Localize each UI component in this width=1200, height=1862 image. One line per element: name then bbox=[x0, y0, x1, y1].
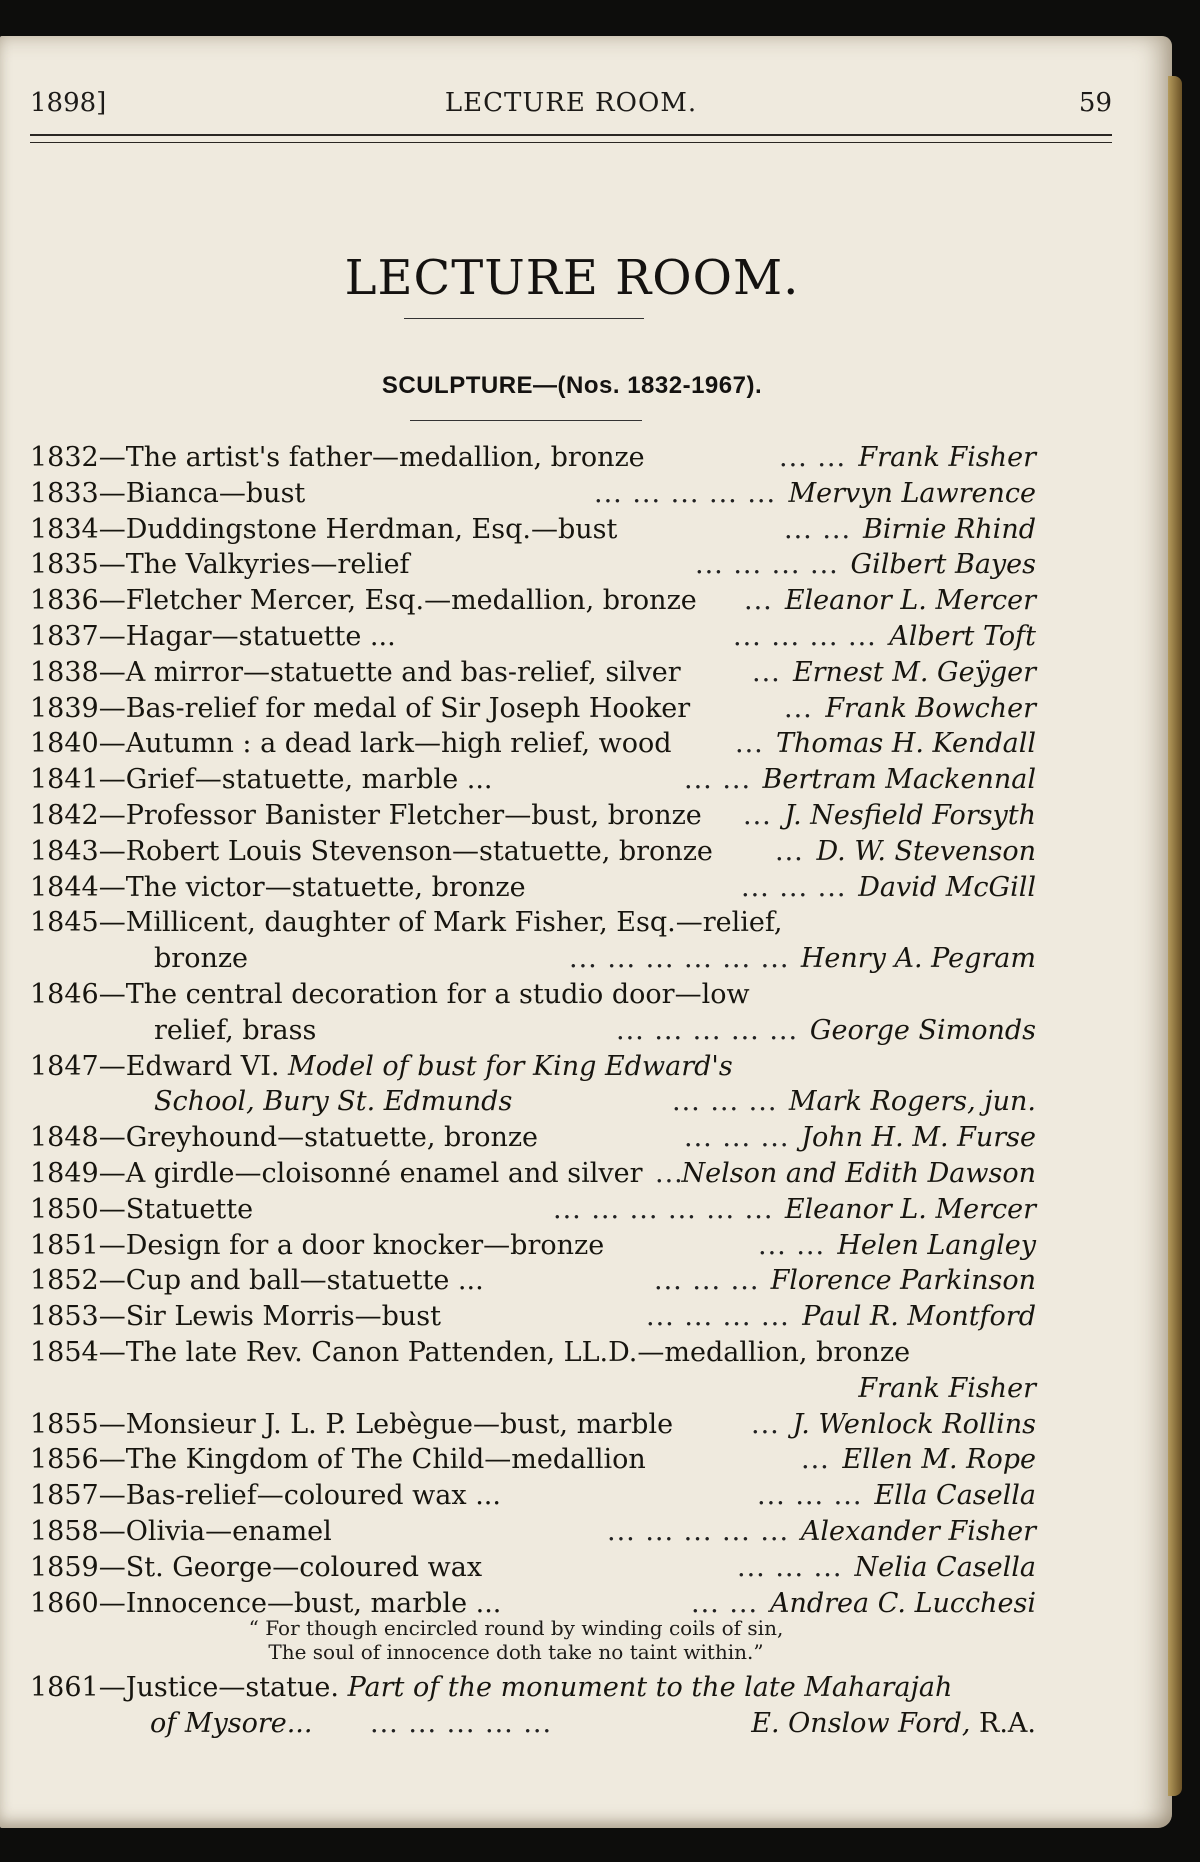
entry-number: 1853 bbox=[30, 1301, 99, 1333]
entry-description: —Olivia—enamel bbox=[98, 1515, 332, 1547]
leader-dots: ... ... bbox=[684, 764, 752, 796]
leader-dots: ... ... ... bbox=[737, 1551, 843, 1583]
running-header bbox=[30, 88, 1112, 128]
entry-number: 1832 bbox=[30, 442, 99, 473]
leader-dots: ... ... ... ... ... bbox=[616, 1014, 799, 1046]
entry-description: —Greyhound—statuette, bronze bbox=[98, 1122, 539, 1154]
artist-name: Albert Toft bbox=[889, 620, 1036, 652]
entry-continuation-line bbox=[30, 943, 1036, 979]
artist-name: Henry A. Pegram bbox=[800, 943, 1036, 975]
entry-number: 1843 bbox=[30, 835, 99, 867]
leader-dots: ... bbox=[744, 585, 773, 617]
catalogue-entry-1840 bbox=[30, 728, 1036, 764]
leader-dots: ... ... ... ... bbox=[695, 549, 839, 581]
artist-name: Birnie Rhind bbox=[863, 513, 1036, 545]
entry-number: 1849 bbox=[30, 1157, 99, 1189]
artist-name: E. Onslow Ford, R.A. bbox=[751, 1707, 1036, 1739]
section-subtitle: SCULPTURE—(Nos. 1832-1967). bbox=[381, 372, 763, 399]
entry-description: —The late Rev. Canon Pattenden, LL.D.—medallion, bronze bbox=[98, 1336, 911, 1368]
entry-description-italic: Part of the monument to the late Maharajah bbox=[347, 1672, 953, 1703]
entry-description: —Sir Lewis Morris—bust bbox=[98, 1301, 442, 1333]
artist-name: Alexander Fisher bbox=[800, 1515, 1036, 1547]
catalogue-entry-1832 bbox=[30, 442, 1036, 478]
leader-dots: ... ... ... ... ... ... bbox=[553, 1193, 774, 1225]
artist-name: Frank Fisher bbox=[858, 1372, 1036, 1404]
leader-dots: ... ... ... bbox=[757, 1480, 863, 1512]
entry-description: —Professor Banister Fletcher—bust, bronze bbox=[98, 799, 702, 831]
header-year: 1898] bbox=[30, 88, 107, 118]
entry-number: 1840 bbox=[30, 728, 99, 760]
artist-name: Helen Langley bbox=[837, 1229, 1036, 1261]
entry-continuation-line bbox=[30, 1015, 1036, 1051]
catalogue-entry-1844 bbox=[30, 872, 1036, 908]
quote-line-1: “ For though encircled round by winding coils of sin, bbox=[248, 1616, 784, 1640]
entry-number: 1837 bbox=[30, 620, 99, 652]
leader-dots: ... bbox=[801, 1444, 830, 1476]
leader-dots: ... bbox=[751, 1408, 780, 1440]
catalogue-entry-1838 bbox=[30, 657, 1036, 693]
artist-name: Thomas H. Kendall bbox=[776, 728, 1036, 760]
artist-name: Ella Casella bbox=[874, 1480, 1036, 1512]
entry-description: —Bas-relief—coloured wax ... bbox=[98, 1480, 501, 1512]
header-rule bbox=[30, 134, 1112, 143]
leader-dots: ... ... ... ... ... bbox=[594, 477, 777, 509]
catalogue-entry-1843 bbox=[30, 836, 1036, 872]
entry-continuation-line bbox=[30, 1373, 1036, 1409]
entry-description-italic: School, Bury St. Edmunds bbox=[154, 1086, 513, 1118]
page-number: 59 bbox=[1078, 88, 1112, 118]
catalogue-entry-1846 bbox=[30, 979, 1036, 1015]
title-rule bbox=[404, 318, 644, 319]
quote-line-2: The soul of innocence doth take no taint within.” bbox=[268, 1640, 764, 1664]
artist-name: J. Wenlock Rollins bbox=[792, 1408, 1036, 1440]
entry-number: 1835 bbox=[30, 549, 99, 581]
entry-number: 1844 bbox=[30, 871, 99, 903]
leader-dots: ... bbox=[655, 1157, 684, 1189]
leader-dots: ... ... ... bbox=[741, 871, 847, 903]
catalogue-entry-1837 bbox=[30, 621, 1036, 657]
entry-number: 1846 bbox=[30, 978, 99, 1010]
catalogue-entry-1853 bbox=[30, 1301, 1036, 1337]
entry-description-italic: Model of bust for King Edward's bbox=[288, 1050, 733, 1082]
artist-name: Bertram Mackennal bbox=[762, 764, 1036, 796]
catalogue-entry-1857 bbox=[30, 1480, 1036, 1516]
catalogue-entry-1839 bbox=[30, 693, 1036, 729]
entry-description: —Fletcher Mercer, Esq.—medallion, bronze bbox=[98, 585, 697, 617]
entry-number: 1833 bbox=[30, 477, 99, 509]
book-page bbox=[0, 36, 1172, 1828]
catalogue-entry-1835 bbox=[30, 549, 1036, 585]
leader-dots: ... ... bbox=[691, 1587, 759, 1619]
leader-dots: ... ... ... bbox=[672, 1086, 778, 1118]
artist-name: George Simonds bbox=[809, 1014, 1036, 1046]
catalogue-entry-1850 bbox=[30, 1194, 1036, 1230]
entry-number: 1859 bbox=[30, 1551, 99, 1583]
leader-dots: ... ... ... bbox=[684, 1122, 790, 1154]
entry-number: 1858 bbox=[30, 1515, 99, 1547]
entry-number: 1848 bbox=[30, 1122, 99, 1154]
entry-number: 1836 bbox=[30, 585, 99, 617]
leader-dots: ... ... bbox=[784, 513, 852, 545]
leader-dots: ... bbox=[784, 692, 813, 724]
entry-description: —Robert Louis Stevenson—statuette, bronze bbox=[98, 835, 713, 867]
artist-name: Ellen M. Rope bbox=[842, 1444, 1036, 1476]
leader-dots: ... ... ... bbox=[654, 1265, 760, 1297]
leader-dots: ... bbox=[775, 835, 804, 867]
artist-name: Mark Rogers, jun. bbox=[788, 1086, 1036, 1118]
catalogue-entry-1852 bbox=[30, 1265, 1036, 1301]
entry-number: 1838 bbox=[30, 656, 99, 688]
leader-dots: ... bbox=[735, 728, 764, 760]
artist-name: D. W. Stevenson bbox=[816, 835, 1036, 867]
entry-description: —Edward VI. bbox=[98, 1050, 280, 1082]
entry-number: 1854 bbox=[30, 1336, 99, 1368]
catalogue-entry-1861 bbox=[30, 1672, 1036, 1744]
leader-dots: ... ... bbox=[779, 442, 847, 473]
entry-number: 1850 bbox=[30, 1193, 99, 1225]
entry-description: —The victor—statuette, bronze bbox=[98, 871, 526, 903]
leader-dots: ... bbox=[743, 799, 772, 831]
entry-description: —Autumn : a dead lark—high relief, wood bbox=[98, 728, 672, 760]
entry-continuation-line bbox=[30, 1086, 1036, 1122]
entry-number: 1847 bbox=[30, 1050, 99, 1082]
entry-number: 1856 bbox=[30, 1444, 99, 1476]
entry-description: —Monsieur J. L. P. Lebègue—bust, marble bbox=[98, 1408, 674, 1440]
artist-name: Frank Bowcher bbox=[825, 692, 1036, 724]
artist-name: Eleanor L. Mercer bbox=[784, 585, 1036, 617]
entry-description: —Grief—statuette, marble ... bbox=[98, 764, 493, 796]
entry-number: 1857 bbox=[30, 1480, 99, 1512]
entry-description-italic: of Mysore... bbox=[150, 1707, 313, 1739]
catalogue-entry-1833 bbox=[30, 478, 1036, 514]
entry-description: —The central decoration for a studio door—low bbox=[98, 978, 750, 1010]
entry-description: —Design for a door knocker—bronze bbox=[98, 1229, 605, 1261]
leader-dots: ... ... ... ... bbox=[733, 620, 877, 652]
catalogue-entry-1851 bbox=[30, 1230, 1036, 1266]
entry-number: 1852 bbox=[30, 1265, 99, 1297]
leader-dots: ... ... ... ... ... bbox=[607, 1515, 790, 1547]
leader-dots: ... ... ... ... ... bbox=[370, 1707, 553, 1739]
catalogue-entries bbox=[30, 442, 1036, 1623]
catalogue-entry-1845 bbox=[30, 907, 1036, 943]
artist-name: Andrea C. Lucchesi bbox=[769, 1587, 1036, 1619]
catalogue-entry-1836 bbox=[30, 585, 1036, 621]
entry-number: 1839 bbox=[30, 692, 99, 724]
header-title: LECTURE ROOM. bbox=[444, 88, 698, 118]
entry-description: —The artist's father—medallion, bronze bbox=[98, 442, 645, 473]
artist-name: John H. M. Furse bbox=[801, 1122, 1036, 1154]
leader-dots: ... ... bbox=[758, 1229, 826, 1261]
entry-description: —Bas-relief for medal of Sir Joseph Hooker bbox=[98, 692, 691, 724]
entry-line bbox=[30, 1708, 1036, 1744]
subtitle-rule bbox=[410, 420, 642, 421]
artist-name: Frank Fisher bbox=[858, 442, 1036, 473]
catalogue-entry-1848 bbox=[30, 1122, 1036, 1158]
entry-description: —Bianca—bust bbox=[98, 477, 306, 509]
leader-dots: ... bbox=[752, 656, 781, 688]
artist-name: Nelson and Edith Dawson bbox=[681, 1157, 1036, 1189]
entry-number: 1834 bbox=[30, 513, 99, 545]
entry-number: 1855 bbox=[30, 1408, 99, 1440]
catalogue-entry-1854 bbox=[30, 1337, 1036, 1373]
entry-number: 1860 bbox=[30, 1587, 99, 1619]
entry-number: 1842 bbox=[30, 799, 99, 831]
artist-name: Florence Parkinson bbox=[770, 1265, 1036, 1297]
entry-description: —Duddingstone Herdman, Esq.—bust bbox=[98, 513, 618, 545]
entry-description: —Statuette bbox=[98, 1193, 254, 1225]
entry-line bbox=[30, 1672, 1036, 1708]
entry-description: relief, brass bbox=[154, 1014, 317, 1046]
entry-description: —St. George—coloured wax bbox=[98, 1551, 483, 1583]
leader-dots: ... ... ... ... ... ... bbox=[569, 943, 790, 975]
artist-name: Gilbert Bayes bbox=[850, 549, 1036, 581]
entry-description: —The Kingdom of The Child—medallion bbox=[98, 1444, 646, 1476]
page-edge bbox=[1168, 76, 1182, 1796]
entry-description: —A girdle—cloisonné enamel and silver bbox=[98, 1157, 643, 1189]
artist-name: J. Nesfield Forsyth bbox=[784, 799, 1036, 831]
entry-number: 1851 bbox=[30, 1229, 99, 1261]
catalogue-entry-1858 bbox=[30, 1516, 1036, 1552]
artist-name: Nelia Casella bbox=[854, 1551, 1036, 1583]
catalogue-entry-1841 bbox=[30, 764, 1036, 800]
catalogue-entry-1856 bbox=[30, 1444, 1036, 1480]
entry-description: —A mirror—statuette and bas-relief, silver bbox=[98, 656, 681, 688]
artist-name: David McGill bbox=[858, 871, 1036, 903]
entry-description: bronze bbox=[154, 943, 249, 975]
artist-name: Eleanor L. Mercer bbox=[784, 1193, 1036, 1225]
catalogue-entry-1847 bbox=[30, 1051, 1036, 1087]
catalogue-entry-1842 bbox=[30, 800, 1036, 836]
entry-number: 1861 bbox=[30, 1672, 99, 1703]
entry-description: —Innocence—bust, marble ... bbox=[98, 1587, 502, 1619]
leader-dots: ... ... ... ... bbox=[646, 1301, 790, 1333]
catalogue-entry-1834 bbox=[30, 514, 1036, 550]
page-title: LECTURE ROOM. bbox=[344, 250, 800, 306]
catalogue-entry-1849 bbox=[30, 1158, 1036, 1194]
catalogue-entry-1855 bbox=[30, 1409, 1036, 1445]
entry-description: —Justice—statue. bbox=[98, 1672, 339, 1703]
artist-name: Paul R. Montford bbox=[802, 1301, 1036, 1333]
entry-description: —Cup and ball—statuette ... bbox=[98, 1265, 484, 1297]
entry-description: —Hagar—statuette ... bbox=[98, 620, 396, 652]
entry-number: 1841 bbox=[30, 764, 99, 796]
entry-description: —The Valkyries—relief bbox=[98, 549, 410, 581]
artist-name: Ernest M. Geÿger bbox=[792, 656, 1036, 688]
artist-name: Mervyn Lawrence bbox=[788, 477, 1036, 509]
catalogue-entry-1859 bbox=[30, 1552, 1036, 1588]
entry-number: 1845 bbox=[30, 907, 99, 939]
entry-description: —Millicent, daughter of Mark Fisher, Esq.—relief, bbox=[98, 907, 783, 939]
verse-quote bbox=[0, 1616, 1032, 1664]
